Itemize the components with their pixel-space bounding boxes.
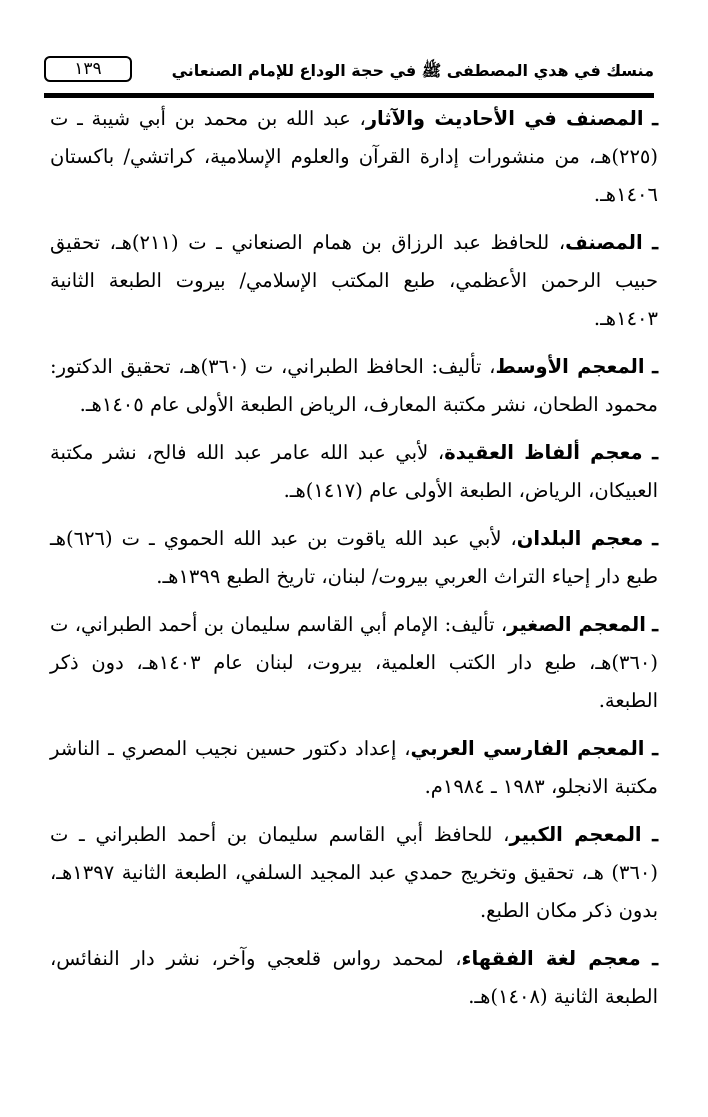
- entry-details: ، عبد الله بن محمد بن أبي شيبة ـ ت (٢٢٥)هـ، من منشورات إدارة القرآن والعلوم الإسلامية، كراتشي/ باكستان ١٤٠٦هـ.: [50, 107, 658, 206]
- entry-details: ، تأليف: الحافظ الطبراني، ت (٣٦٠)هـ، تحقيق الدكتور: محمود الطحان، نشر مكتبة المعارف، الرياض الطبعة الأولى عام ١٤٠٥هـ.: [50, 355, 658, 416]
- entry-title: المعجم الصغير: [507, 613, 646, 636]
- bibliography-entry: [50, 224, 658, 338]
- bibliography-entry: [50, 434, 658, 510]
- page-number-box: [44, 56, 132, 82]
- entry-details: ، لمحمد رواس قلعجي وآخر، نشر دار النفائس، الطبعة الثانية (١٤٠٨)هـ.: [50, 947, 658, 1008]
- bibliography-list: [50, 100, 658, 1026]
- entry-title: المعجم الفارسي العربي: [410, 737, 645, 760]
- entry-dash: ـ: [652, 947, 658, 970]
- entry-dash: ـ: [652, 441, 658, 464]
- header-rule: [44, 93, 654, 98]
- entry-title: المعجم الأوسط: [495, 355, 645, 378]
- bibliography-entry: [50, 606, 658, 720]
- entry-details: ، لأبي عبد الله عامر عبد الله فالح، نشر مكتبة العبيكان، الرياض، الطبعة الأولى عام (١٤١٧)هـ.: [50, 441, 658, 502]
- bibliography-entry: [50, 730, 658, 806]
- entry-title: المعجم الكبير: [509, 823, 642, 846]
- page-header: [44, 54, 654, 90]
- entry-title: المصنف في الأحاديث والآثار: [365, 107, 644, 130]
- bibliography-entry: [50, 940, 658, 1016]
- bibliography-entry: [50, 520, 658, 596]
- bibliography-entry: [50, 100, 658, 214]
- entry-dash: ـ: [652, 231, 658, 254]
- entry-title: المصنف: [565, 231, 643, 254]
- bibliography-entry: [50, 816, 658, 930]
- entry-details: ، تأليف: الإمام أبي القاسم سليمان بن أحمد الطبراني، ت (٣٦٠)هـ، طبع دار الكتب العلمية، بيروت، لبنان عام ١٤٠٣هـ، دون ذكر الطبعة.: [50, 613, 658, 712]
- entry-dash: ـ: [652, 613, 658, 636]
- entry-details: ، إعداد دكتور حسين نجيب المصري ـ الناشر مكتبة الانجلو، ١٩٨٣ ـ ١٩٨٤م.: [50, 737, 658, 798]
- bibliography-entry: [50, 348, 658, 424]
- entry-dash: ـ: [652, 355, 659, 378]
- entry-details: ، للحافظ عبد الرزاق بن همام الصنعاني ـ ت (٢١١)هـ، تحقيق حبيب الرحمن الأعظمي، طبع المكتب الإسلامي/ بيروت الطبعة الثانية ١٤٠٣هـ.: [50, 231, 658, 330]
- entry-dash: ـ: [652, 737, 659, 760]
- entry-title: معجم لغة الفقهاء: [461, 947, 641, 970]
- page-number: ١٣٩: [74, 59, 102, 79]
- entry-details: ، للحافظ أبي القاسم سليمان بن أحمد الطبراني ـ ت (٣٦٠) هـ، تحقيق وتخريج حمدي عبد المجيد السلفي، الطبعة الثانية ١٣٩٧هـ، بدون ذكر مكان الطبع.: [50, 823, 658, 922]
- entry-title: معجم البلدان: [516, 527, 644, 550]
- entry-title: معجم ألفاظ العقيدة: [444, 441, 643, 464]
- entry-dash: ـ: [652, 107, 658, 130]
- running-title: منسك في هدي المصطفى ﷺ في حجة الوداع للإمام الصنعاني: [171, 61, 654, 80]
- entry-dash: ـ: [652, 823, 658, 846]
- entry-details: ، لأبي عبد الله ياقوت بن عبد الله الحموي ـ ت (٦٢٦)هـ طبع دار إحياء التراث العربي بيروت/ لبنان، تاريخ الطبع ١٣٩٩هـ.: [50, 527, 658, 588]
- entry-dash: ـ: [652, 527, 658, 550]
